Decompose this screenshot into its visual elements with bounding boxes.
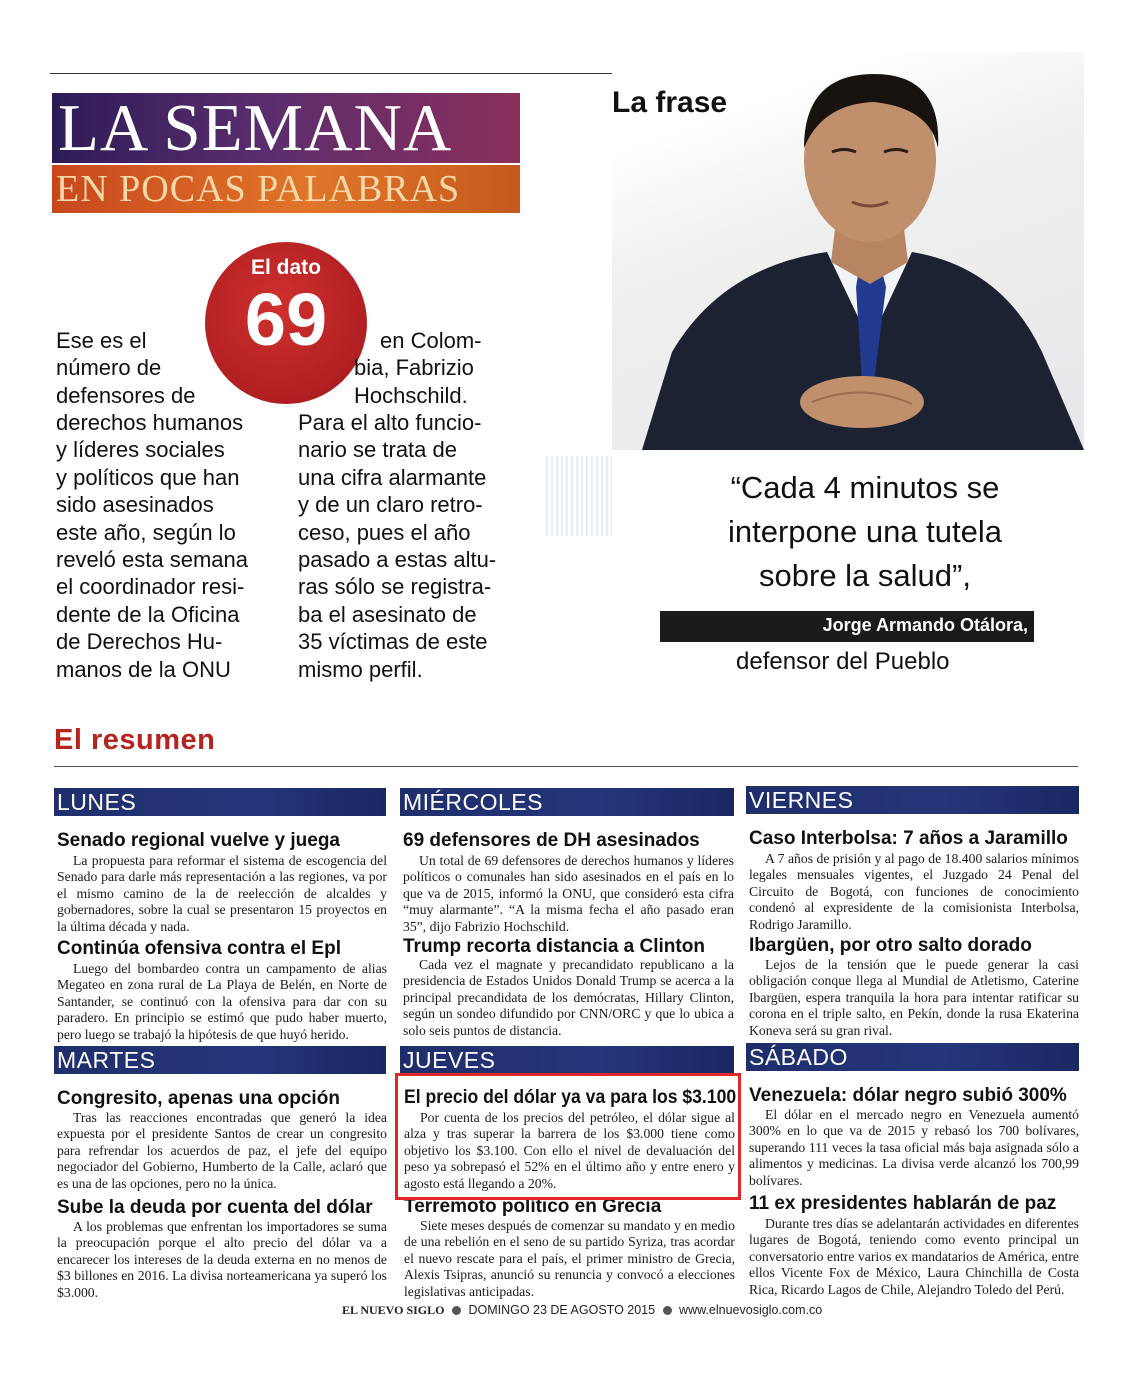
day-bar-lunes bbox=[54, 788, 386, 816]
article-body: A los problemas que enfrentan los importadores se suma la preocupación porque el alto precio del dólar va a encarecer los intereses de la deuda externa en no menos de $3 billones en 2016. La divisa norteamericana ya superó los $3.000. bbox=[57, 1219, 387, 1300]
banner-subtitle: EN POCAS PALABRAS bbox=[56, 168, 461, 210]
text-line: una cifra alarmante bbox=[298, 464, 487, 490]
faded-print-mark bbox=[546, 456, 612, 536]
text-line: dente de la Oficina bbox=[56, 601, 240, 627]
article-body: Un total de 69 defensores de derechos humanos y líderes políticos o comunales han sido asesinados en el país en lo que va de 2015, informó la ONU, que consideró esta cifra “muy alarmante”. “A la misma fecha el año pasado eran 35”, dijo Fabrizio Hochschild. bbox=[403, 853, 734, 934]
quote-line: interpone una tutela bbox=[727, 514, 1003, 549]
text-line: en Colom- bbox=[380, 328, 482, 353]
banner-title: LA SEMANA bbox=[58, 91, 453, 165]
text-line: bia, Fabrizio bbox=[354, 355, 474, 381]
article-body: La propuesta para reformar el sistema de escogencia del Senado para darle más representación a las regiones, va por el mismo camino de la de reelección de alcaldes y gobernadores, sobre la cual se presentaron 15 proyectos en la última década y nada. bbox=[57, 853, 387, 934]
day-label: LUNES bbox=[57, 789, 137, 815]
quote-line: “Cada 4 minutos se bbox=[730, 470, 1000, 505]
dato-label: El dato bbox=[250, 256, 321, 279]
headline: Congresito, apenas una opción bbox=[57, 1088, 340, 1109]
day-bar-sabado bbox=[746, 1043, 1079, 1071]
frase-quote bbox=[700, 466, 1030, 598]
headline: Terremoto político en Grecia bbox=[404, 1196, 662, 1217]
highlight-box bbox=[395, 1073, 741, 1200]
text-line: mismo perfil. bbox=[298, 656, 423, 682]
page-footer bbox=[342, 1303, 822, 1318]
text-line: este año, según lo bbox=[56, 519, 236, 545]
headline: Senado regional vuelve y juega bbox=[57, 830, 340, 851]
headline: Continúa ofensiva contra el Epl bbox=[57, 938, 341, 959]
text-line: sido asesinados bbox=[56, 492, 214, 518]
footer-brand: EL NUEVO SIGLO bbox=[342, 1303, 445, 1317]
text-line: número de bbox=[56, 355, 162, 381]
headline: 11 ex presidentes hablarán de paz bbox=[749, 1193, 1057, 1214]
text-line: ceso, pues el año bbox=[298, 519, 471, 545]
day-label: SÁBADO bbox=[749, 1044, 848, 1070]
headline: Sube la deuda por cuenta del dólar bbox=[57, 1197, 373, 1218]
text-line: Hochschild. bbox=[354, 382, 468, 408]
headline: Venezuela: dólar negro subió 300% bbox=[749, 1085, 1067, 1106]
text-line: Para el alto funcio- bbox=[298, 410, 482, 435]
text-line: el coordinador resi- bbox=[56, 574, 245, 600]
banner-title-bar bbox=[52, 93, 520, 163]
day-label: MARTES bbox=[57, 1047, 156, 1073]
frase-author: Jorge Armando Otálora, bbox=[822, 615, 1028, 635]
article-body: Lejos de la tensión que le puede generar la casi obligación conque llega al Mundial de Atletismo, Caterine Ibargüen, espera tranquila la hora para intentar ratificar su corona en el triple salto, en Pekín, donde la rusa Ekaterina Koneva será su gran rival. bbox=[749, 957, 1079, 1038]
text-line: y de un claro retro- bbox=[298, 492, 483, 518]
article-body: Luego del bombardeo contra un campamento de alias Megateo en zona rural de La Playa de Belén, en Norte de Santander, se continuó con la ofensiva para dar con su paradero. En principio se estimó que pudo haber muerto, pero luego se trabajó la hipótesis de que huyó herido. bbox=[57, 961, 387, 1042]
text-line: pasado a estas altu- bbox=[298, 547, 497, 573]
author-bar bbox=[660, 611, 1034, 642]
headline: Caso Interbolsa: 7 años a Jaramillo bbox=[749, 828, 1068, 849]
headline: Ibargüen, por otro salto dorado bbox=[749, 935, 1032, 956]
dato-number: 69 bbox=[244, 278, 328, 361]
section-banner bbox=[52, 93, 520, 215]
dato-left-main bbox=[56, 409, 248, 683]
article-body: A 7 años de prisión y al pago de 18.400 salarios mínimos legales mensuales vigentes, el Juzgado 24 Penal del Circuito de Bogotá, con funciones de conocimiento condenó al expresidente de la comisionista Interbolsa, Rodrigo Jaramillo. bbox=[749, 851, 1079, 932]
quote-line: sobre la salud”, bbox=[759, 558, 971, 593]
text-line: ba el asesinato de bbox=[298, 601, 477, 627]
text-line: y políticos que han bbox=[56, 464, 240, 490]
article-body: Tras las reacciones encontradas que generó la idea expuesta por el presidente Santos de crear un congresito para refrendar los acuerdos de paz, el jefe del equipo negociador del Gobierno, Humberto de la Calle, aclaró que es una de las opciones, pero no la única. bbox=[57, 1110, 387, 1191]
headline: 69 defensores de DH asesinados bbox=[403, 830, 700, 851]
headline: Trump recorta distancia a Clinton bbox=[403, 936, 705, 957]
day-bar-miercoles bbox=[400, 788, 734, 816]
article-body: Durante tres días se adelantarán actividades en diferentes lugares de Bogotá, teniendo como evento principal un conversatorio entre varios ex mandatarios de América, entre ellos Vicente Fox de México, Laura Chinchilla de Costa Rica, Ricardo Lagos de Chile, Alejandro Toledo del Perú. bbox=[749, 1216, 1079, 1297]
banner-subtitle-bar bbox=[52, 165, 520, 213]
dato-left-top bbox=[56, 327, 195, 409]
day-bar-jueves bbox=[400, 1046, 734, 1074]
frase-heading: La frase bbox=[612, 86, 728, 119]
footer-url: www.elnuevosiglo.com.co bbox=[679, 1303, 823, 1317]
dato-right-top bbox=[354, 327, 510, 409]
resumen-heading: El resumen bbox=[54, 724, 216, 756]
dato-badge bbox=[205, 242, 367, 404]
article-body: El dólar en el mercado negro en Venezuela aumentó 300% en lo que va de 2015 y rebasó los 700 bolívares, superando 111 veces la tasa oficial más baja asignada sólo a alimentos y medicinas. La divisa verde alcanzó los 700,99 bolívares. bbox=[749, 1107, 1079, 1188]
day-bar-martes bbox=[54, 1046, 386, 1074]
text-line: defensores de bbox=[56, 382, 196, 408]
text-line: derechos humanos bbox=[56, 410, 244, 435]
dato-right-main bbox=[298, 409, 496, 683]
text-line: ras sólo se registra- bbox=[298, 574, 492, 600]
frase-author-role: defensor del Pueblo bbox=[736, 648, 950, 675]
text-line: y líderes sociales bbox=[56, 437, 225, 463]
text-line: nario se trata de bbox=[298, 437, 457, 463]
resumen-rule bbox=[54, 766, 1078, 767]
text-line: 35 víctimas de este bbox=[298, 629, 488, 655]
article-body: Cada vez el magnate y precandidato republicano a la presidencia de Estados Unidos Donald Trump se acerca a la principal precandidata de los demócratas, Hillary Clinton, según un sondeo difundido por CNN/ORC y que lo ubica a solo seis puntos de distancia. bbox=[403, 957, 734, 1038]
text-line: reveló esta semana bbox=[56, 547, 248, 573]
day-label: JUEVES bbox=[403, 1047, 496, 1073]
day-label: MIÉRCOLES bbox=[403, 789, 543, 815]
bullet-dot-icon bbox=[663, 1306, 672, 1315]
text-line: Ese es el bbox=[56, 328, 147, 353]
text-line: manos de la ONU bbox=[56, 656, 231, 682]
footer-date: DOMINGO 23 DE AGOSTO 2015 bbox=[468, 1303, 656, 1317]
bullet-dot-icon bbox=[452, 1306, 461, 1315]
headline: El precio del dólar ya va para los $3.100 bbox=[404, 1087, 737, 1108]
article-body: Siete meses después de comenzar su mandato y en medio de una rebelión en el seno de su partido Syriza, tras acordar el nuevo rescate para el país, el primer ministro de Grecia, Alexis Tsipras, anunció su renuncia y convocó a elecciones legislativas anticipadas. bbox=[404, 1218, 735, 1299]
text-line: de Derechos Hu- bbox=[56, 629, 223, 655]
day-label: VIERNES bbox=[749, 787, 854, 813]
day-bar-viernes bbox=[746, 786, 1079, 814]
article-body: Por cuenta de los precios del petróleo, el dólar sigue al alza y tras superar la barrera de los $3.000 tiene como objetivo los $3.100. Con ello el nivel de devaluación del peso ya sobrepasó el 52% en el último año y entre enero y agosto está llegando a 20%. bbox=[404, 1110, 735, 1191]
